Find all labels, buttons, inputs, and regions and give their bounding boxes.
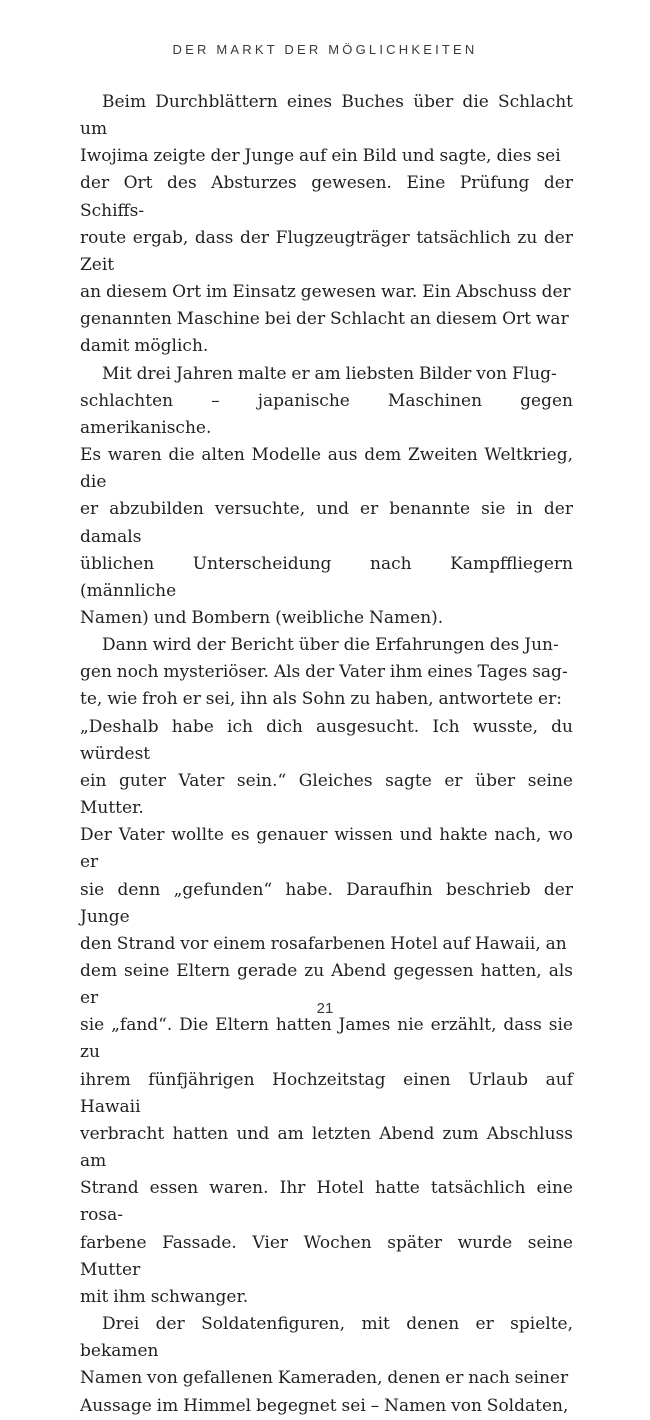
body-text <box>80 89 573 1420</box>
running-head-title: DER MARKT DER MÖGLICHKEITEN <box>172 42 478 57</box>
paragraph: Dann wird der Bericht über die Erfahrungen des Jun- gen noch mysteriöser. Als der Vater ihm eines Tages sag- te, wie froh er sei, ihn als Sohn zu haben, antwortete er: „Deshalb habe ich dich ausgesucht. Ich wusste, du würdest ein guter Vater sein.“ Gleiches sagte er über seine Mutter. Der Vater wollte es genauer wissen und hakte nach, wo er sie denn „gefunden“ habe. Daraufhin beschrieb der Junge den Strand vor einem rosafarbenen Hotel auf Hawaii, an dem seine Eltern gerade zu Abend gegessen hatten, als er sie „fand“. Die Eltern hatten James nie erzählt, dass sie zu ihrem fünfjährigen Hochzeitstag einen Urlaub auf Hawaii verbracht hatten und am letzten Abend zum Abschluss am Strand essen waren. Ihr Hotel hatte tatsächlich eine rosa- farbene Fassade. Vier Wochen später wurde seine Mutter mit ihm schwanger. <box>80 635 573 1307</box>
page-number: 21 <box>316 1000 334 1017</box>
paragraph: Mit drei Jahren malte er am liebsten Bilder von Flug- schlachten – japanische Maschinen gegen amerikanische. Es waren die alten Modelle aus dem Zweiten Weltkrieg, die er abzubilden versuchte, und er benannte sie in der damals üblichen Unterscheidung nach Kampffliegern (männliche Namen) und Bombern (weibliche Namen). <box>80 363 573 628</box>
paragraph: Drei der Soldatenfiguren, mit denen er spielte, bekamen Namen von gefallenen Kameraden, denen er nach seiner Aussage im Himmel begegnet sei – Namen von Soldaten, <box>80 1314 573 1416</box>
paragraph: Beim Durchblättern eines Buches über die Schlacht um Iwojima zeigte der Junge auf ein Bild und sagte, dies sei der Ort des Absturzes gewesen. Eine Prüfung der Schiffs- route ergab, dass der Flugzeugträger tatsächlich zu der Zeit an diesem Ort im Einsatz gewesen war. Ein Abschuss der genannten Maschine bei der Schlacht an diesem Ort war damit möglich. <box>80 92 573 357</box>
